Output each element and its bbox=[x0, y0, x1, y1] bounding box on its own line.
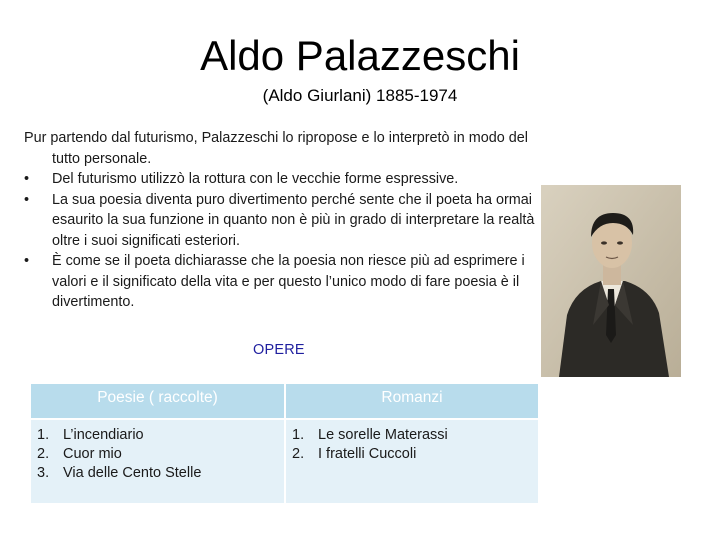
slide-subtitle: (Aldo Giurlani) 1885-1974 bbox=[262, 86, 458, 105]
works-table-row bbox=[31, 419, 539, 503]
works-cell-poesie bbox=[31, 419, 285, 503]
bullet-icon: • bbox=[24, 171, 30, 187]
list-item: 2. I fratelli Cuccoli bbox=[292, 446, 417, 462]
works-table bbox=[31, 384, 540, 503]
bullet-text: La sua poesia diventa puro divertimento perché sente che il poeta ha ormai esaurito la sua funzione in quanto non è più in grado di interpretare la realtà oltre i suoi significati esteriori. bbox=[52, 191, 535, 249]
works-column-header-romanzi: Romanzi bbox=[285, 384, 539, 419]
poesie-list bbox=[37, 426, 284, 483]
bullet-text: Del futurismo utilizzò la rottura con le vecchie forme espressive. bbox=[52, 171, 459, 187]
bullet-icon: • bbox=[24, 253, 30, 269]
list-item: 1. Le sorelle Materassi bbox=[292, 427, 448, 443]
slide-title bbox=[0, 32, 720, 80]
list-item: 2. Cuor mio bbox=[37, 446, 122, 462]
list-item: 1. L’incendiario bbox=[37, 427, 144, 443]
bullet-item bbox=[24, 251, 539, 313]
bullet-item bbox=[24, 169, 539, 190]
bullet-item bbox=[24, 190, 539, 252]
works-cell-romanzi bbox=[285, 419, 539, 503]
portrait-photo bbox=[541, 185, 681, 377]
romanzi-list bbox=[292, 426, 538, 464]
portrait-image bbox=[541, 185, 681, 377]
works-column-header-poesie: Poesie ( raccolte) bbox=[31, 384, 285, 419]
bullet-text: È come se il poeta dichiarasse che la poesia non riesce più ad esprimere i valori e il significato della vita e per questo l’unico modo di fare poesia è il divertimento. bbox=[52, 253, 525, 310]
list-item: 3. Via delle Cento Stelle bbox=[37, 465, 202, 481]
works-table-header-row bbox=[31, 384, 539, 419]
bullet-icon: • bbox=[24, 191, 30, 208]
opere-heading: OPERE bbox=[253, 342, 305, 358]
intro-paragraph: Pur partendo dal futurismo, Palazzeschi lo ripropose e lo interpretò in modo del tutto personale. bbox=[24, 130, 528, 167]
slide-title-text: Aldo Palazzeschi bbox=[200, 32, 520, 79]
body-text bbox=[24, 128, 539, 313]
